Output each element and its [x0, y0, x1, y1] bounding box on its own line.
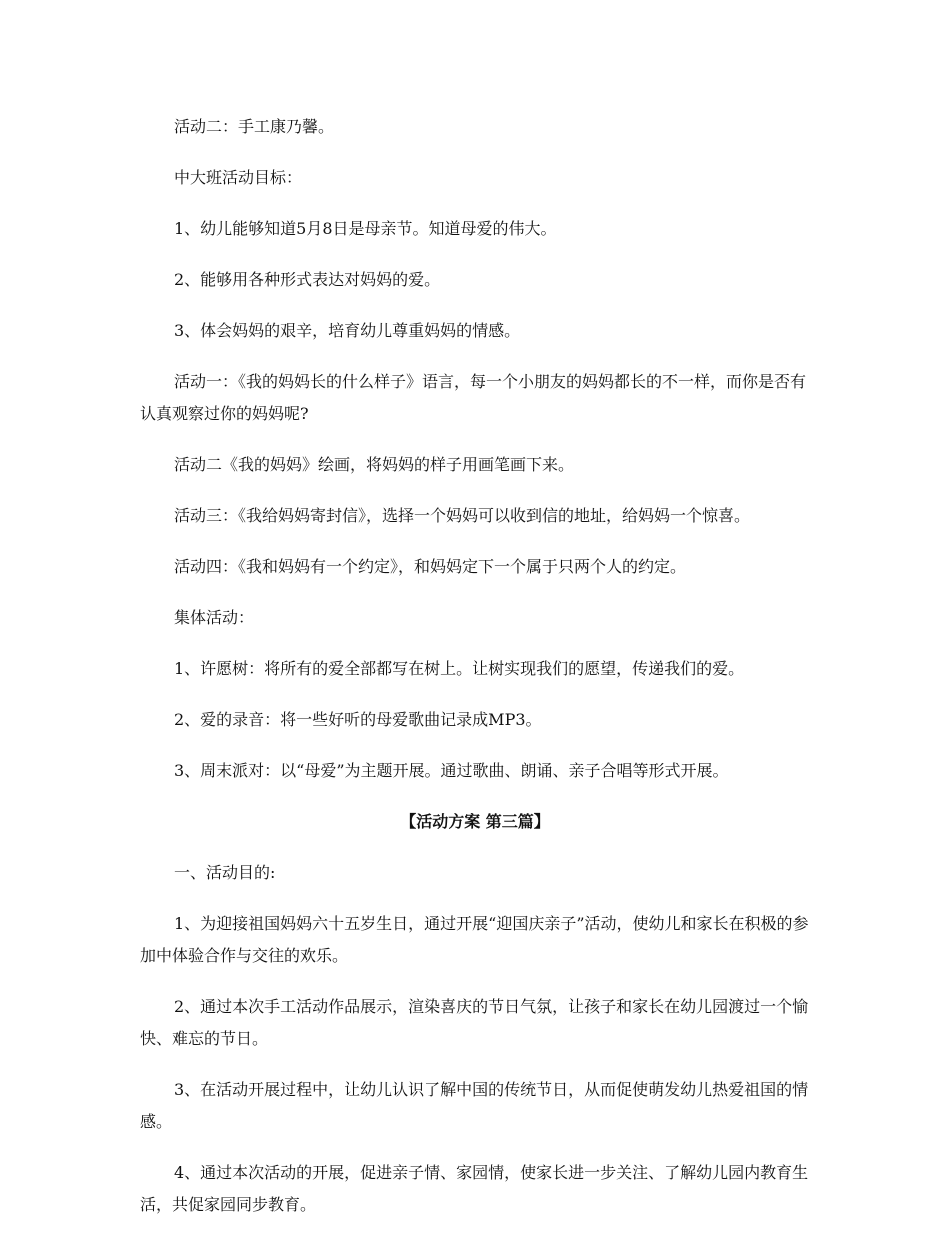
paragraph: 2、通过本次手工活动作品展示，渲染喜庆的节日气氛，让孩子和家长在幼儿园渡过一个愉快、难忘的节日。	[140, 997, 809, 1048]
paragraph: 2、爱的录音：将一些好听的母爱歌曲记录成MP3。	[174, 710, 542, 729]
paragraph: 1、为迎接祖国妈妈六十五岁生日，通过开展“迎国庆亲子”活动，使幼儿和家长在积极的参加中体验合作与交往的欢乐。	[140, 914, 809, 965]
paragraph: 集体活动：	[174, 608, 255, 627]
paragraph: 3、体会妈妈的艰辛，培育幼儿尊重妈妈的情感。	[174, 321, 521, 340]
paragraph: 活动四：《我和妈妈有一个约定》，和妈妈定下一个属于只两个人的约定。	[174, 557, 687, 576]
paragraph: 一、活动目的:	[174, 863, 276, 882]
paragraph: 3、周末派对：以“母爱”为主题开展。通过歌曲、朗诵、亲子合唱等形式开展。	[174, 761, 729, 780]
paragraph: 活动二《我的妈妈》绘画，将妈妈的样子用画笔画下来。	[174, 455, 575, 474]
paragraph: 活动二：手工康乃馨。	[174, 117, 335, 136]
paragraph: 4、通过本次活动的开展，促进亲子情、家园情，使家长进一步关注、了解幼儿园内教育生活，共促家园同步教育。	[140, 1163, 809, 1214]
paragraph: 1、许愿树：将所有的爱全部都写在树上。让树实现我们的愿望，传递我们的爱。	[174, 659, 745, 678]
paragraph: 3、在活动开展过程中，让幼儿认识了解中国的传统节日，从而促使萌发幼儿热爱祖国的情感。	[140, 1080, 809, 1131]
paragraph: 中大班活动目标：	[174, 168, 303, 187]
paragraph: 活动一：《我的妈妈长的什么样子》语言，每一个小朋友的妈妈都长的不一样，而你是否有认真观察过你的妈妈呢?	[140, 372, 807, 423]
paragraph: 1、幼儿能够知道5月8日是母亲节。知道母爱的伟大。	[174, 219, 557, 238]
paragraph: 活动三：《我给妈妈寄封信》，选择一个妈妈可以收到信的地址，给妈妈一个惊喜。	[174, 506, 751, 525]
document-body	[140, 111, 810, 1240]
section-heading: 【活动方案 第三篇】	[400, 812, 550, 831]
paragraph: 2、能够用各种形式表达对妈妈的爱。	[174, 270, 441, 289]
